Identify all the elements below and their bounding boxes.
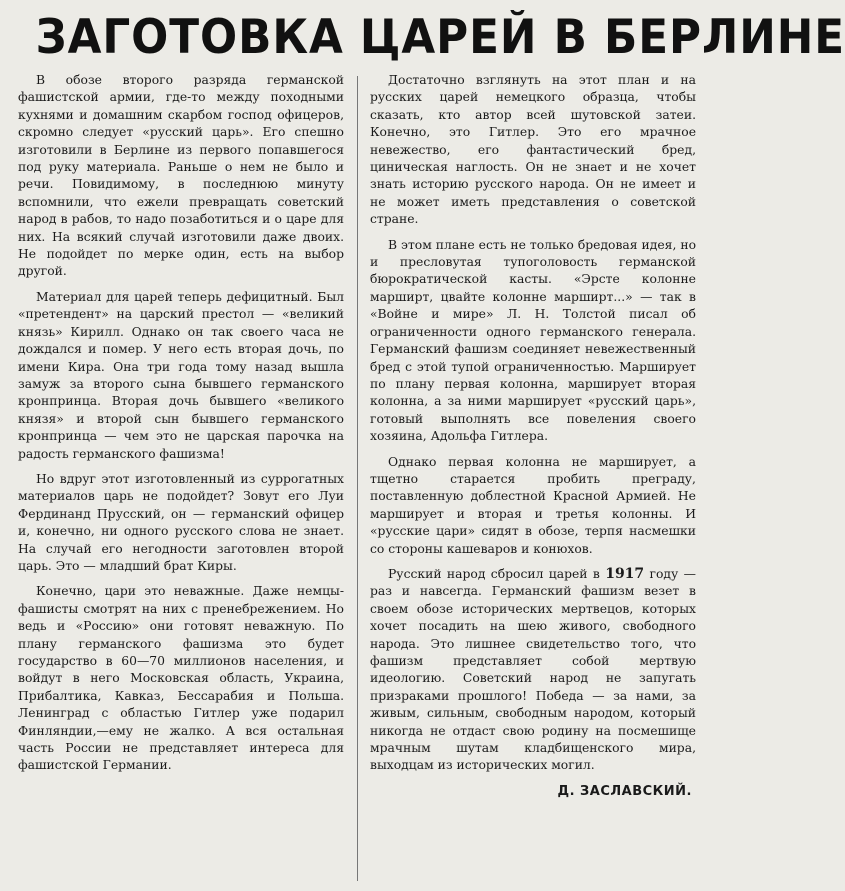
- paragraph: Однако первая колонна не марширует, а тщетно старается пробить преграду, поставленную доблестной Красной Армией. Не марширует и вторая и третья колонны. И «русские цари» сидят в обозе, терпя насмешки со стороны кашеваров и конюхов.: [370, 454, 696, 556]
- column-divider: [357, 76, 358, 881]
- paragraph-end: году — раз и навсегда. Германский фашизм везет в своем обозе исторических мертвецов, которых хочет посадить на шею живого, свободного народа. Это лишнее свидетельство того, что фашизм представляет собой мертвую идеологию. Советский народ не запугать призраками прошлого! Победа — за нами, за живым, сильным, свободным народом, который никогда не отдаст свою родину на посмешище мрачным шутам кладбищенского мира, выходцам из исторических могил.: [370, 566, 696, 773]
- paragraph: В этом плане есть не только бредовая идея, но и пресловутая тупоголовость германской бюрократической касты. «Эрсте колонне марширт, цвайте колонне марширт...» — так в «Войне и мире» Л. Н. Толстой писал об ограниченности одного германского генерала. Германский фашизм соединяет невежественный бред с этой тупой ограниченностью. Марширует по плану первая колонна, марширует вторая колонна, а за ними марширует «русский царь», готовый выполнять все повеления своего хозяина, Адольфа Гитлера.: [370, 237, 696, 444]
- year: 1917: [605, 565, 645, 582]
- paragraph: Достаточно взглянуть на этот план и на русских царей немецкого образца, чтобы сказать, кто автор всей шутовской затеи. Конечно, это Гитлер. Это его мрачное невежество, его фантастический бред, циническая наглость. Он не знает и не хочет знать историю русского народа. Он не имеет и не может иметь представления о советской стране.: [370, 73, 696, 227]
- paragraph-start: Русский народ сбросил царей в: [388, 566, 600, 581]
- paragraph: В обозе второго разряда германской фашистской армии, где-то между походными кухнями и домашним скарбом господ офицеров, скромно следует «русский царь». Его спешно изготовили в Берлине из первого попавшегося под руку материала. Раньше о нем не было и речи. Повидимому, в последнюю минуту вспомнили, что ежели превращать советский народ в рабов, то надо позаботиться и о царе для них. На всякий случай изготовили даже двоих. Не подойдет по мерке один, есть на выбор другой.: [18, 73, 344, 279]
- article-body: [12, 72, 696, 884]
- right-column: [370, 72, 696, 800]
- paragraph: Но вдруг этот изготовленный из суррогатных материалов царь не подойдет? Зовут его Луи Фердинанд Прусский, он — германский офицер и, конечно, ни одного русского слова не знает. На случай его негодности заготовлен второй царь. Это — младший брат Киры.: [18, 471, 344, 573]
- paragraph: Конечно, цари это неважные. Даже немцы-фашисты смотрят на них с пренебрежением. Но ведь и «Россию» они готовят неважную. По плану германского фашизма это будет государство в 60—70 миллионов населения, и войдут в него Московская область, Украина, Прибалтика, Кавказ, Бессарабия и Польша. Ленинград с областью Гитлер уже подарил Финляндии,—ему не жалко. А вся остальная часть России не представляет интереса для фашистской Германии.: [18, 584, 344, 773]
- paragraph: [370, 566, 696, 775]
- left-column: [18, 72, 344, 783]
- author-signature: Д. ЗАСЛАВСКИЙ.: [557, 783, 692, 799]
- paragraph: Материал для царей теперь дефицитный. Был «претендент» на царский престол — «великий князь» Кирилл. Однако он так своего часа не дождался и помер. У него есть вторая дочь, по имени Кира. Она три года тому назад вышла замуж за второго сына бывшего германского кронпринца. Вторая дочь бывшего «великого князя» и второй сын бывшего германского кронпринца — чем это не царская парочка на радость германского фашизма!: [18, 289, 344, 461]
- headline: ЗАГОТОВКА ЦАРЕЙ В БЕРЛИНЕ: [35, 10, 845, 65]
